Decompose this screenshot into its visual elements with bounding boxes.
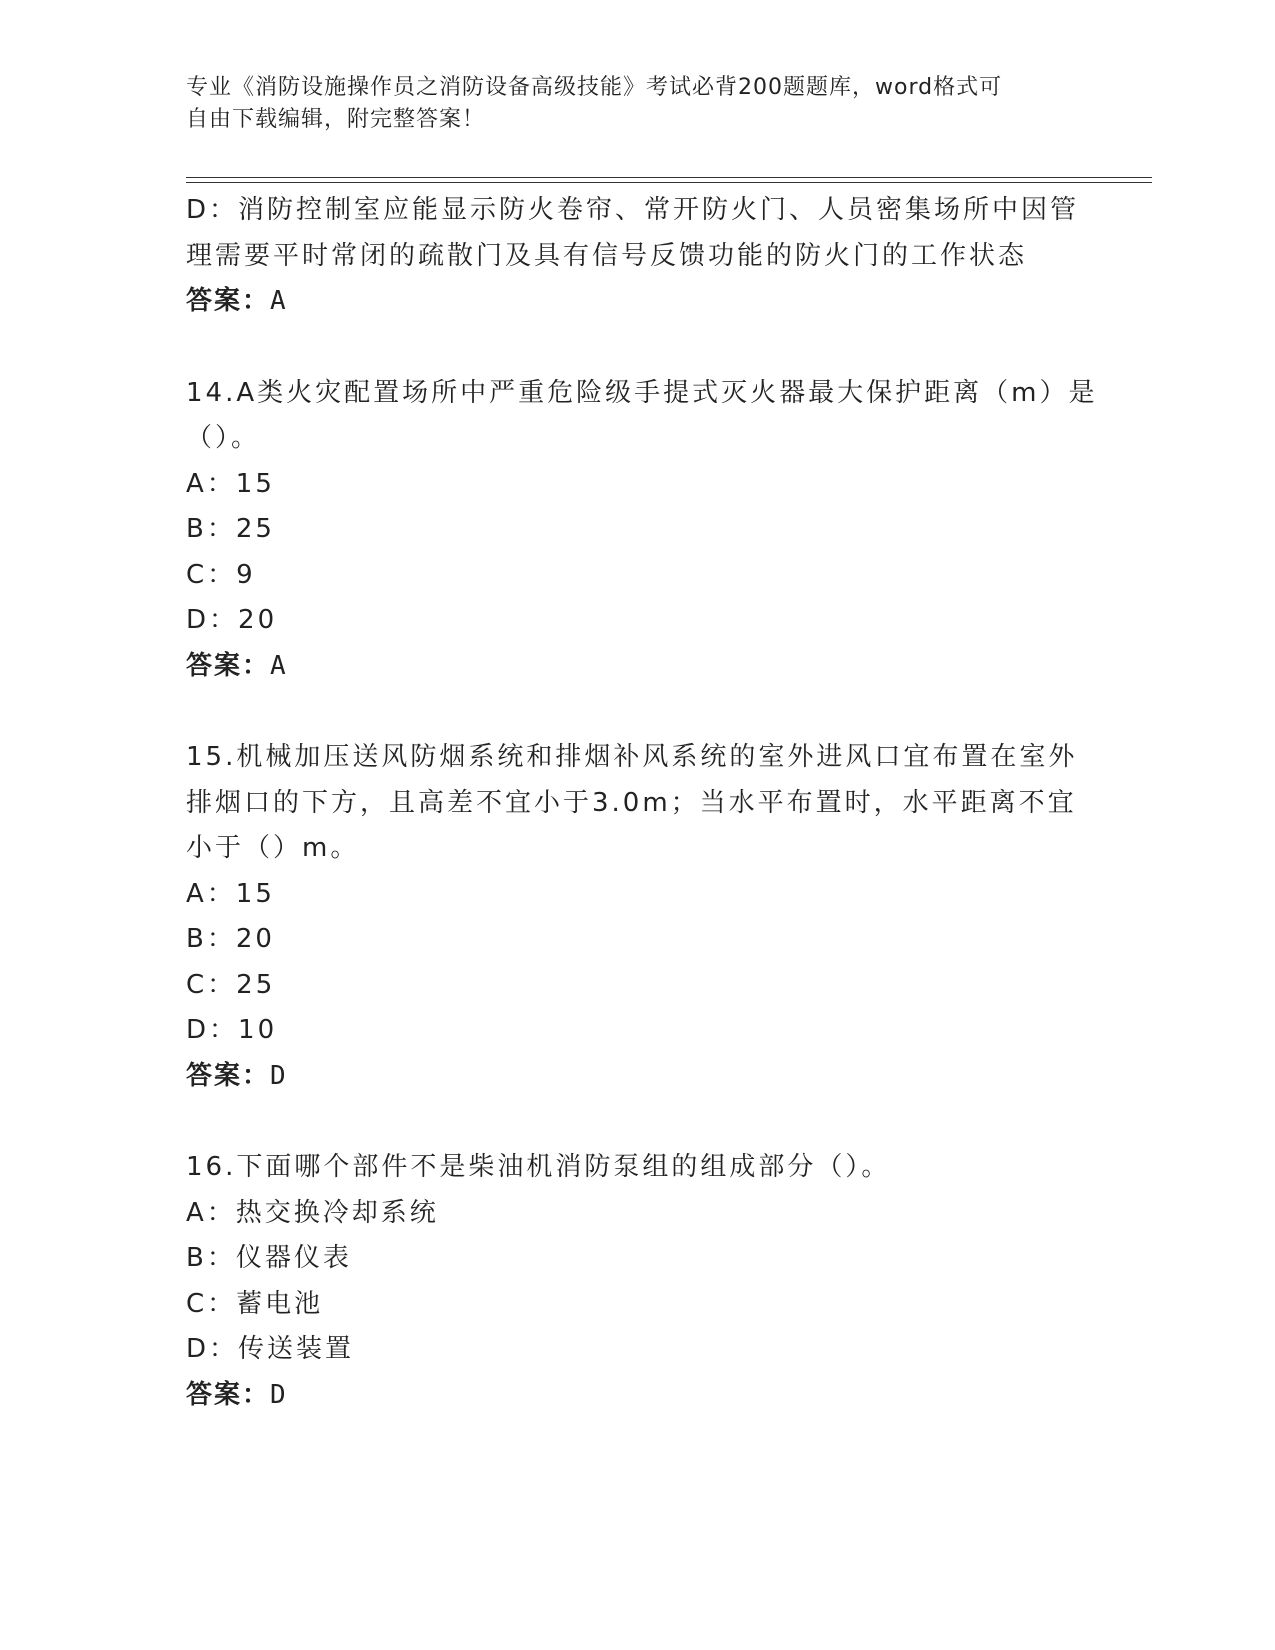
option-b: B：25: [186, 514, 275, 544]
answer-value: D: [270, 1379, 288, 1410]
option-b: B：仪器仪表: [186, 1243, 352, 1273]
question-stem-line-1: 14.A类火灾配置场所中严重危险级手提式灭火器最大保护距离（m）是: [186, 377, 1098, 408]
option-d-line-2: 理需要平时常闭的疏散门及具有信号反馈功能的防火门的工作状态: [186, 240, 1028, 271]
question-16: [186, 1145, 1086, 1418]
answer: [186, 644, 1086, 690]
option-a: A：15: [186, 468, 275, 499]
question-15: [186, 735, 1086, 1099]
question-stem-line-1: 15.机械加压送风防烟系统和排烟补风系统的室外进风口宜布置在室外: [186, 742, 1078, 772]
question-stem-line-2: 排烟口的下方，且高差不宜小于3.0m；当水平布置时，水平距离不宜: [186, 787, 1077, 818]
answer-value: D: [270, 1060, 288, 1091]
option-d-line-1: D：消防控制室应能显示防火卷帘、常开防火门、人员密集场所中因管: [186, 195, 1080, 225]
option-c: C：9: [186, 559, 256, 590]
header-line-2: 自由下载编辑，附完整答案！: [186, 107, 486, 132]
answer-label: 答案：: [186, 650, 271, 681]
option-a: A：15: [186, 878, 275, 909]
answer-label: 答案：: [186, 1379, 271, 1410]
answer: [186, 1373, 1086, 1419]
header-divider-bottom: [186, 182, 1152, 183]
option-d: D：传送装置: [186, 1334, 355, 1364]
question-stem-line-3: 小于（）m。: [186, 833, 360, 863]
option-b: B：20: [186, 924, 275, 954]
document-body: [186, 188, 1098, 1418]
answer: [186, 279, 1086, 325]
answer-value: A: [270, 286, 288, 316]
option-c: C：25: [186, 969, 276, 1000]
option-d: D：10: [186, 1015, 278, 1045]
header-line-1: 专业《消防设施操作员之消防设备高级技能》考试必背200题题库，word格式可: [186, 75, 1003, 100]
answer-label: 答案：: [186, 286, 271, 316]
previous-question-tail: [186, 188, 1086, 325]
answer-value: A: [270, 650, 288, 681]
answer: [186, 1054, 1086, 1100]
header-divider-top: [186, 177, 1152, 178]
answer-label: 答案：: [186, 1060, 271, 1091]
option-a: A：热交换冷却系统: [186, 1197, 439, 1228]
option-d: D：20: [186, 605, 278, 635]
document-header: [186, 72, 1066, 136]
question-stem-line-1: 16.下面哪个部件不是柴油机消防泵组的组成部分（）。: [186, 1152, 891, 1182]
question-stem-line-2: （）。: [186, 423, 261, 453]
question-14: [186, 371, 1098, 690]
option-c: C：蓄电池: [186, 1288, 324, 1319]
